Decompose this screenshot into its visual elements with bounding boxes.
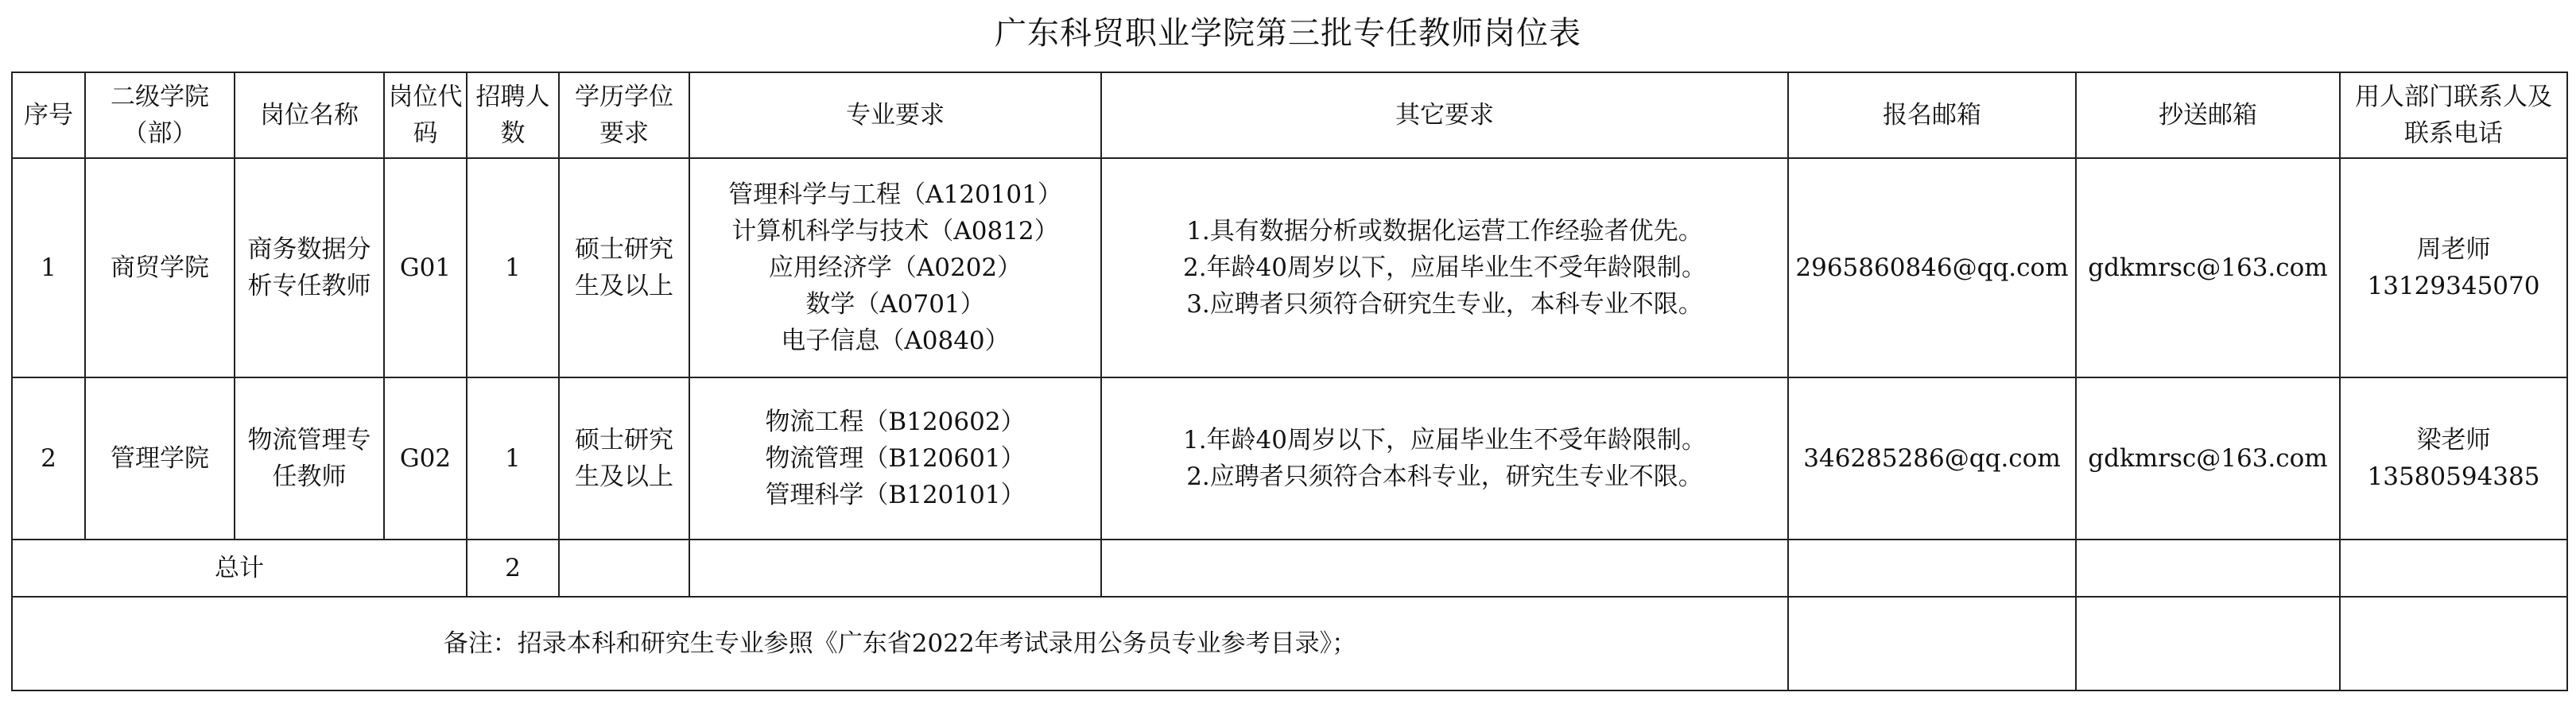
other-item: 2.年龄40周岁以下，应届毕业生不受年龄限制。: [1182, 253, 1707, 282]
cell-contact: [2340, 158, 2567, 377]
total-empty-cell: [1788, 540, 2076, 597]
cell-apply-email[interactable]: 2965860846@qq.com: [1788, 158, 2076, 377]
total-empty-cell: [1101, 540, 1788, 597]
cell-apply-email[interactable]: 346285286@qq.com: [1788, 377, 2076, 540]
major-item: 数学（A0701）: [805, 290, 985, 319]
cell-count: 1: [467, 377, 559, 540]
positions-table: [11, 72, 2568, 691]
cell-majors: [689, 158, 1101, 377]
cell-majors: [689, 377, 1101, 540]
major-item: 电子信息（A0840）: [781, 327, 1010, 355]
table-row: [12, 158, 2567, 377]
contact-name: 周老师: [2416, 235, 2491, 264]
cell-cc-email[interactable]: gdkmrsc@163.com: [2076, 377, 2340, 540]
header-cc-email: 抄送邮箱: [2076, 72, 2340, 158]
cell-code: G01: [384, 158, 467, 377]
major-item: 物流工程（B120602）: [765, 408, 1026, 436]
cell-seq: 1: [12, 158, 85, 377]
total-row: [12, 540, 2567, 597]
major-item: 管理科学（B120101）: [765, 481, 1026, 509]
contact-name: 梁老师: [2416, 426, 2491, 455]
note-text: 备注：招录本科和研究生专业参照《广东省2022年考试录用公务员专业参考目录》；: [12, 597, 1788, 690]
total-count: 2: [467, 540, 559, 597]
header-major: 专业要求: [689, 72, 1101, 158]
total-empty-cell: [689, 540, 1101, 597]
note-empty-cell: [1788, 597, 2076, 690]
cell-college: 商贸学院: [85, 158, 235, 377]
header-other: 其它要求: [1101, 72, 1788, 158]
header-position: 岗位名称: [235, 72, 384, 158]
cell-cc-email[interactable]: gdkmrsc@163.com: [2076, 158, 2340, 377]
cell-count: 1: [467, 158, 559, 377]
cell-college: 管理学院: [85, 377, 235, 540]
header-row: [12, 72, 2567, 158]
header-contact: 用人部门联系人及联系电话: [2340, 72, 2567, 158]
cell-other: [1101, 377, 1788, 540]
major-item: 管理科学与工程（A120101）: [728, 180, 1062, 209]
other-item: 2.应聘者只须符合本科专业，研究生专业不限。: [1186, 462, 1703, 491]
contact-phone: 13580594385: [2367, 462, 2540, 491]
total-empty-cell: [2076, 540, 2340, 597]
cell-contact: [2340, 377, 2567, 540]
header-seq: 序号: [12, 72, 85, 158]
total-label: 总计: [12, 540, 467, 597]
cell-position: 商务数据分析专任教师: [235, 158, 384, 377]
other-item: 1.年龄40周岁以下，应届毕业生不受年龄限制。: [1182, 426, 1707, 455]
header-apply-email: 报名邮箱: [1788, 72, 2076, 158]
table-row: [12, 377, 2567, 540]
cell-other: [1101, 158, 1788, 377]
major-item: 物流管理（B120601）: [765, 444, 1026, 473]
cell-degree: 硕士研究生及以上: [559, 158, 689, 377]
total-empty-cell: [2340, 540, 2567, 597]
major-item: 计算机科学与技术（A0812）: [731, 217, 1059, 246]
major-item: 应用经济学（A0202）: [768, 253, 1022, 282]
contact-phone: 13129345070: [2367, 272, 2540, 300]
cell-position: 物流管理专任教师: [235, 377, 384, 540]
other-item: 1.具有数据分析或数据化运营工作经验者优先。: [1186, 217, 1703, 246]
other-item: 3.应聘者只须符合研究生专业，本科专业不限。: [1186, 290, 1703, 319]
page-title: 广东科贸职业学院第三批专任教师岗位表: [995, 15, 1581, 52]
total-empty-cell: [559, 540, 689, 597]
cell-degree: 硕士研究生及以上: [559, 377, 689, 540]
header-college: 二级学院（部）: [85, 72, 235, 158]
note-row: [12, 597, 2567, 690]
header-degree: 学历学位要求: [559, 72, 689, 158]
header-code: 岗位代码: [384, 72, 467, 158]
cell-seq: 2: [12, 377, 85, 540]
note-empty-cell: [2076, 597, 2340, 690]
note-empty-cell: [2340, 597, 2567, 690]
cell-code: G02: [384, 377, 467, 540]
header-count: 招聘人数: [467, 72, 559, 158]
